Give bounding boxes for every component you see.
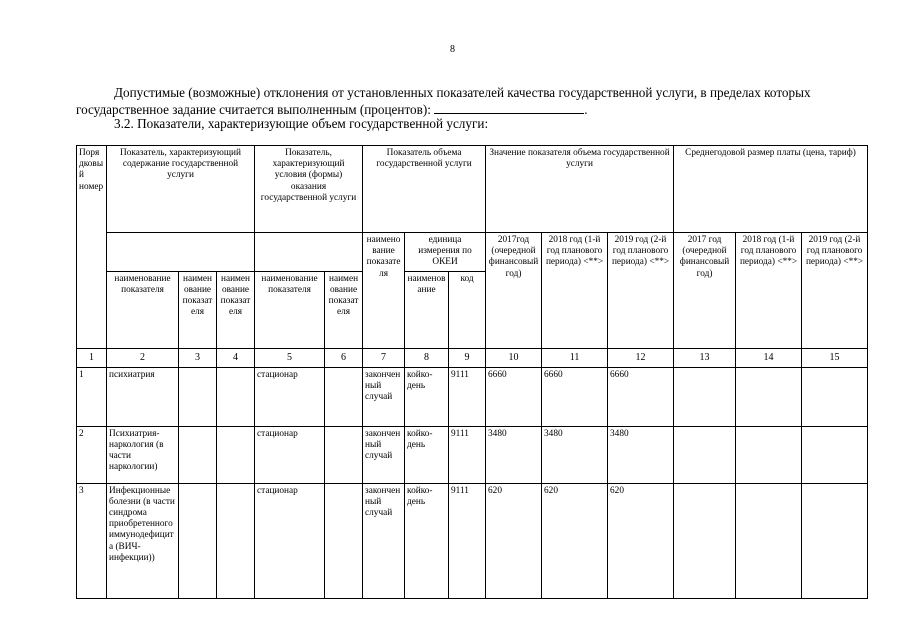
col-number: 1 <box>77 348 107 367</box>
col-number: 7 <box>363 348 405 367</box>
header-f2019: 2019 год (2-й год планового периода) <**> <box>802 233 868 349</box>
header-cond-sub-name: наименование показателя <box>325 271 363 348</box>
header-indicator-name: наименование показателя <box>107 271 179 348</box>
header-volume-name: наименование показателя <box>363 233 405 349</box>
table-row: 2 Психиатрия-наркология (в части наркологии) стационар законченный случай койко-день 9111 3480 3480 3480 <box>77 426 868 483</box>
header-v2018: 2018 год (1-й год планового периода) <**> <box>542 233 608 349</box>
col-number: 14 <box>736 348 802 367</box>
table-row: 1 психиатрия стационар законченный случай койко-день 9111 6660 6660 6660 <box>77 367 868 426</box>
header-unit-name: наименование <box>405 271 449 348</box>
header-unit-code: код <box>449 271 486 348</box>
header-unit: единица измерения по ОКЕИ <box>405 233 486 272</box>
volume-indicators-table <box>76 145 868 599</box>
header-v2019: 2019 год (2-й год планового периода) <**> <box>608 233 674 349</box>
header-order: Порядковый номер <box>77 146 107 349</box>
col-number: 12 <box>608 348 674 367</box>
deviation-paragraph: Допустимые (возможные) отклонения от установленных показателей качества государственной услуги, в пределах которых государственное задание считается выполненным (процентов): . <box>76 85 811 117</box>
column-numbers-row <box>77 348 868 367</box>
col-number: 9 <box>449 348 486 367</box>
col-number: 6 <box>325 348 363 367</box>
header-conditions: Показатель, характеризующий условия (формы) оказания государственной услуги <box>255 146 363 233</box>
header-avg-fee: Среднегодовой размер платы (цена, тариф) <box>674 146 868 233</box>
table-row: 3 Инфекционные болезни (в части синдрома приобретенного иммунодефицита (ВИЧ-инфекции)) стационар законченный случай койко-день 9111 620 620 620 <box>77 483 868 598</box>
deviation-text: Допустимые (возможные) отклонения от установленных показателей качества государственной услуги, в пределах которых государственное задание считается выполненным (процентов): <box>76 85 811 117</box>
col-number: 4 <box>217 348 255 367</box>
header-f2017: 2017 год (очередной финансовый год) <box>674 233 736 349</box>
header-volume-value: Значение показателя объема государственной услуги <box>486 146 674 233</box>
col-number: 8 <box>405 348 449 367</box>
header-cond-indicator-name: наименование показателя <box>255 271 325 348</box>
header-f2018: 2018 год (1-й год планового периода) <**> <box>736 233 802 349</box>
col-number: 3 <box>179 348 217 367</box>
header-sub-name-2: наименование показателя <box>217 271 255 348</box>
col-number: 5 <box>255 348 325 367</box>
header-volume: Показатель объема государственной услуги <box>363 146 486 233</box>
section-title: 3.2. Показатели, характеризующие объем государственной услуги: <box>114 116 489 131</box>
deviation-blank <box>434 101 584 114</box>
page-number: 8 <box>450 44 455 55</box>
header-content: Показатель, характеризующий содержание государственной услуги <box>107 146 255 233</box>
col-number: 2 <box>107 348 179 367</box>
header-v2017: 2017год (очередной финансовый год) <box>486 233 542 349</box>
header-sub-name-1: наименование показателя <box>179 271 217 348</box>
col-number: 13 <box>674 348 736 367</box>
col-number: 15 <box>802 348 868 367</box>
col-number: 11 <box>542 348 608 367</box>
col-number: 10 <box>486 348 542 367</box>
